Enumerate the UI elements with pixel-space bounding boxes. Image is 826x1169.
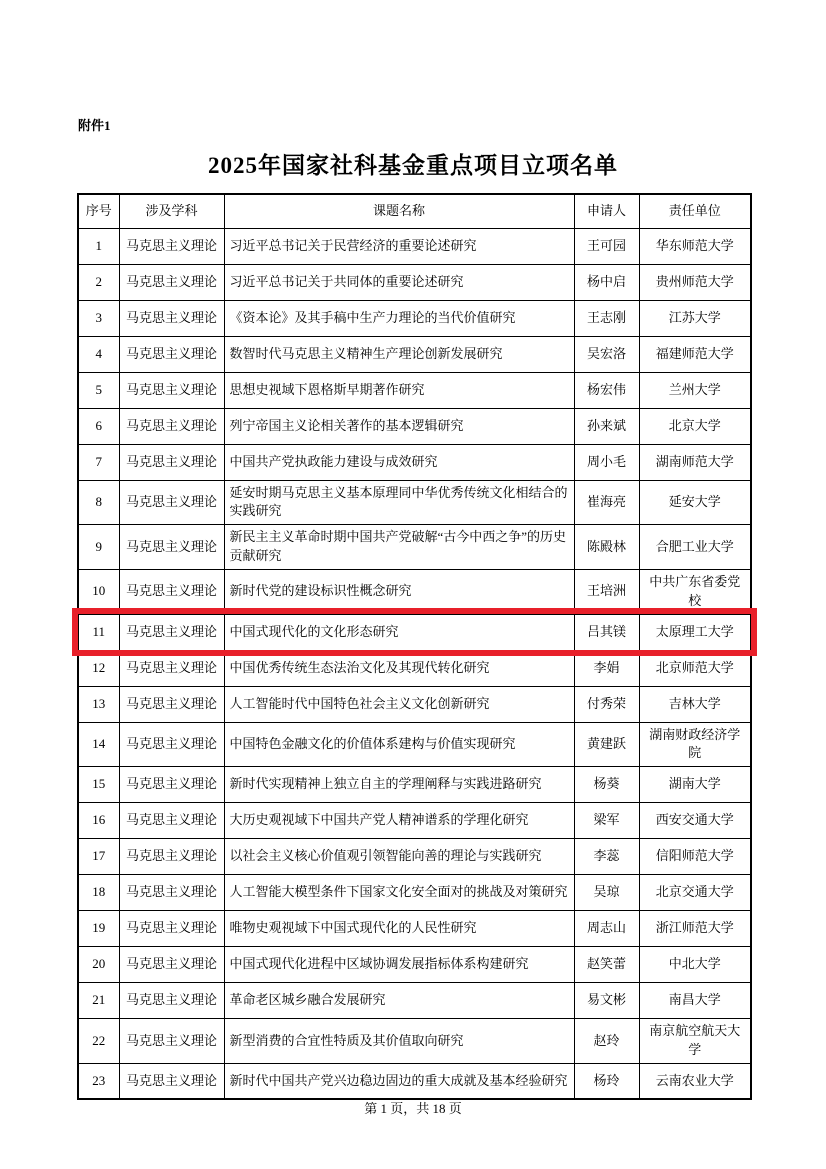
project-title-cell: 中国式现代化进程中区域协调发展指标体系构建研究 — [224, 947, 574, 983]
discipline-cell: 马克思主义理论 — [119, 947, 224, 983]
project-title-cell: 新时代实现精神上独立自主的学理阐释与实践进路研究 — [224, 767, 574, 803]
discipline-cell: 马克思主义理论 — [119, 372, 224, 408]
institution-cell: 湖南师范大学 — [639, 444, 751, 480]
discipline-cell: 马克思主义理论 — [119, 614, 224, 650]
institution-cell: 中共广东省委党校 — [639, 569, 751, 614]
project-title-cell: 唯物史观视域下中国式现代化的人民性研究 — [224, 911, 574, 947]
table-row — [78, 525, 751, 570]
institution-cell: 北京交通大学 — [639, 875, 751, 911]
applicant-cell: 吴宏洛 — [574, 336, 639, 372]
applicant-cell: 李娟 — [574, 650, 639, 686]
institution-cell: 南京航空航天大学 — [639, 1019, 751, 1064]
applicant-cell: 李蕊 — [574, 839, 639, 875]
row-number-cell: 4 — [78, 336, 119, 372]
discipline-cell: 马克思主义理论 — [119, 803, 224, 839]
discipline-cell: 马克思主义理论 — [119, 650, 224, 686]
applicant-cell: 王可园 — [574, 228, 639, 264]
table-row — [78, 336, 751, 372]
project-title-cell: 中国特色金融文化的价值体系建构与价值实现研究 — [224, 722, 574, 767]
attachment-label: 附件1 — [78, 118, 111, 133]
institution-cell: 贵州师范大学 — [639, 264, 751, 300]
discipline-cell: 马克思主义理论 — [119, 336, 224, 372]
institution-cell: 江苏大学 — [639, 300, 751, 336]
applicant-cell: 孙来斌 — [574, 408, 639, 444]
project-title-cell: 大历史观视域下中国共产党人精神谱系的学理化研究 — [224, 803, 574, 839]
discipline-cell: 马克思主义理论 — [119, 228, 224, 264]
applicant-cell: 黄建跃 — [574, 722, 639, 767]
discipline-cell: 马克思主义理论 — [119, 722, 224, 767]
project-title-cell: 《资本论》及其手稿中生产力理论的当代价值研究 — [224, 300, 574, 336]
discipline-cell: 马克思主义理论 — [119, 444, 224, 480]
row-number-cell: 9 — [78, 525, 119, 570]
institution-cell: 信阳师范大学 — [639, 839, 751, 875]
project-title-cell: 中国共产党执政能力建设与成效研究 — [224, 444, 574, 480]
discipline-cell: 马克思主义理论 — [119, 983, 224, 1019]
applicant-cell: 崔海亮 — [574, 480, 639, 525]
page-footer: 第 1 页，共 18 页 — [364, 1101, 462, 1116]
institution-cell: 北京师范大学 — [639, 650, 751, 686]
row-number-cell: 20 — [78, 947, 119, 983]
institution-cell: 太原理工大学 — [639, 614, 751, 650]
discipline-cell: 马克思主义理论 — [119, 839, 224, 875]
discipline-cell: 马克思主义理论 — [119, 1019, 224, 1064]
project-title-cell: 新时代中国共产党兴边稳边固边的重大成就及基本经验研究 — [224, 1063, 574, 1099]
row-number-cell: 11 — [78, 614, 119, 650]
project-title-cell: 新型消费的合宜性特质及其价值取向研究 — [224, 1019, 574, 1064]
row-number-cell: 16 — [78, 803, 119, 839]
applicant-cell: 付秀荣 — [574, 686, 639, 722]
applicant-cell: 王培洲 — [574, 569, 639, 614]
discipline-cell: 马克思主义理论 — [119, 686, 224, 722]
applicant-cell: 杨宏伟 — [574, 372, 639, 408]
institution-cell: 中北大学 — [639, 947, 751, 983]
table-header-row — [78, 194, 751, 228]
row-number-cell: 14 — [78, 722, 119, 767]
table-row — [78, 569, 751, 614]
applicant-cell: 杨中启 — [574, 264, 639, 300]
applicant-cell: 梁军 — [574, 803, 639, 839]
institution-cell: 北京大学 — [639, 408, 751, 444]
applicant-cell: 赵笑蕾 — [574, 947, 639, 983]
table-row — [78, 372, 751, 408]
row-number-cell: 13 — [78, 686, 119, 722]
column-header-4: 申请人 — [574, 194, 639, 228]
applicant-cell: 王志刚 — [574, 300, 639, 336]
row-number-cell: 1 — [78, 228, 119, 264]
table-row — [78, 722, 751, 767]
column-header-5: 责任单位 — [639, 194, 751, 228]
institution-cell: 华东师范大学 — [639, 228, 751, 264]
project-title-cell: 延安时期马克思主义基本原理同中华优秀传统文化相结合的实践研究 — [224, 480, 574, 525]
table-row — [78, 480, 751, 525]
applicant-cell: 杨玲 — [574, 1063, 639, 1099]
project-title-cell: 革命老区城乡融合发展研究 — [224, 983, 574, 1019]
project-title-cell: 习近平总书记关于民营经济的重要论述研究 — [224, 228, 574, 264]
table-row — [78, 686, 751, 722]
row-number-cell: 15 — [78, 767, 119, 803]
row-number-cell: 3 — [78, 300, 119, 336]
projects-table — [77, 193, 752, 1100]
applicant-cell: 易文彬 — [574, 983, 639, 1019]
discipline-cell: 马克思主义理论 — [119, 408, 224, 444]
project-title-cell: 人工智能大模型条件下国家文化安全面对的挑战及对策研究 — [224, 875, 574, 911]
applicant-cell: 吕其镁 — [574, 614, 639, 650]
applicant-cell: 杨葵 — [574, 767, 639, 803]
project-title-cell: 中国优秀传统生态法治文化及其现代转化研究 — [224, 650, 574, 686]
row-number-cell: 2 — [78, 264, 119, 300]
project-title-cell: 中国式现代化的文化形态研究 — [224, 614, 574, 650]
table-row — [78, 767, 751, 803]
discipline-cell: 马克思主义理论 — [119, 264, 224, 300]
row-number-cell: 21 — [78, 983, 119, 1019]
discipline-cell: 马克思主义理论 — [119, 875, 224, 911]
discipline-cell: 马克思主义理论 — [119, 1063, 224, 1099]
institution-cell: 延安大学 — [639, 480, 751, 525]
applicant-cell: 陈殿林 — [574, 525, 639, 570]
table-row — [78, 983, 751, 1019]
discipline-cell: 马克思主义理论 — [119, 525, 224, 570]
row-number-cell: 22 — [78, 1019, 119, 1064]
project-title-cell: 习近平总书记关于共同体的重要论述研究 — [224, 264, 574, 300]
column-header-2: 涉及学科 — [119, 194, 224, 228]
institution-cell: 南昌大学 — [639, 983, 751, 1019]
institution-cell: 湖南财政经济学院 — [639, 722, 751, 767]
row-number-cell: 5 — [78, 372, 119, 408]
discipline-cell: 马克思主义理论 — [119, 569, 224, 614]
table-row — [78, 1019, 751, 1064]
column-header-3: 课题名称 — [224, 194, 574, 228]
institution-cell: 湖南大学 — [639, 767, 751, 803]
project-title-cell: 思想史视域下恩格斯早期著作研究 — [224, 372, 574, 408]
table-row — [78, 408, 751, 444]
table-row — [78, 1063, 751, 1099]
table-row — [78, 839, 751, 875]
project-title-cell: 数智时代马克思主义精神生产理论创新发展研究 — [224, 336, 574, 372]
institution-cell: 云南农业大学 — [639, 1063, 751, 1099]
table-row — [78, 650, 751, 686]
page-title: 2025年国家社科基金重点项目立项名单 — [208, 153, 618, 178]
table-row — [78, 300, 751, 336]
applicant-cell: 吴琼 — [574, 875, 639, 911]
institution-cell: 浙江师范大学 — [639, 911, 751, 947]
row-number-cell: 8 — [78, 480, 119, 525]
table-row — [78, 803, 751, 839]
row-number-cell: 23 — [78, 1063, 119, 1099]
table-row — [78, 947, 751, 983]
discipline-cell: 马克思主义理论 — [119, 767, 224, 803]
table-row — [78, 911, 751, 947]
discipline-cell: 马克思主义理论 — [119, 911, 224, 947]
table-row-highlighted — [78, 614, 751, 650]
table-row — [78, 875, 751, 911]
discipline-cell: 马克思主义理论 — [119, 300, 224, 336]
row-number-cell: 19 — [78, 911, 119, 947]
table-row — [78, 264, 751, 300]
institution-cell: 西安交通大学 — [639, 803, 751, 839]
row-number-cell: 12 — [78, 650, 119, 686]
institution-cell: 兰州大学 — [639, 372, 751, 408]
institution-cell: 福建师范大学 — [639, 336, 751, 372]
column-header-1: 序号 — [78, 194, 119, 228]
projects-table-body — [78, 228, 751, 1099]
row-number-cell: 6 — [78, 408, 119, 444]
applicant-cell: 周小毛 — [574, 444, 639, 480]
project-title-cell: 以社会主义核心价值观引领智能向善的理论与实践研究 — [224, 839, 574, 875]
institution-cell: 合肥工业大学 — [639, 525, 751, 570]
table-row — [78, 228, 751, 264]
project-title-cell: 列宁帝国主义论相关著作的基本逻辑研究 — [224, 408, 574, 444]
discipline-cell: 马克思主义理论 — [119, 480, 224, 525]
project-title-cell: 新时代党的建设标识性概念研究 — [224, 569, 574, 614]
table-row — [78, 444, 751, 480]
project-title-cell: 人工智能时代中国特色社会主义文化创新研究 — [224, 686, 574, 722]
applicant-cell: 周志山 — [574, 911, 639, 947]
row-number-cell: 7 — [78, 444, 119, 480]
applicant-cell: 赵玲 — [574, 1019, 639, 1064]
project-title-cell: 新民主主义革命时期中国共产党破解“古今中西之争”的历史贡献研究 — [224, 525, 574, 570]
institution-cell: 吉林大学 — [639, 686, 751, 722]
row-number-cell: 18 — [78, 875, 119, 911]
row-number-cell: 10 — [78, 569, 119, 614]
row-number-cell: 17 — [78, 839, 119, 875]
